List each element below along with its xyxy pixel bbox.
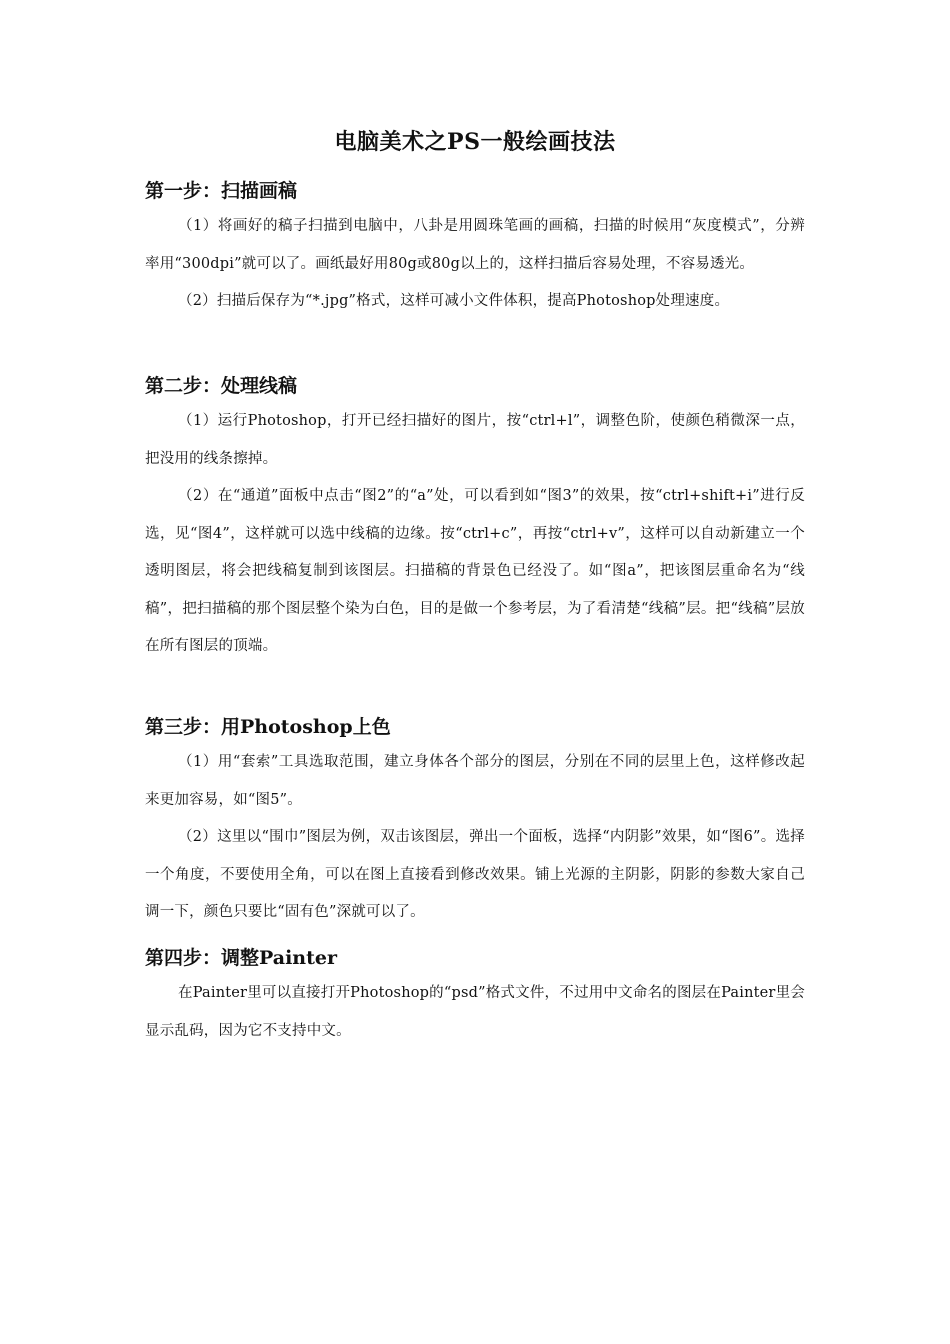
section-step-4 bbox=[145, 943, 805, 1050]
paragraph: （1）运行Photoshop，打开已经扫描好的图片，按“ctrl+l”，调整色阶，使颜色稍微深一点，把没用的线条擦掉。 bbox=[145, 413, 805, 467]
document-title: 电脑美术之PS一般绘画技法 bbox=[334, 129, 616, 155]
section-heading: 第二步：处理线稿 bbox=[145, 375, 298, 397]
paragraph: （1）用“套索”工具选取范围，建立身体各个部分的图层，分别在不同的层里上色，这样修改起来更加容易，如“图5”。 bbox=[145, 754, 805, 808]
paragraph: （2）这里以“围巾”图层为例，双击该图层，弹出一个面板，选择“内阴影”效果，如“图6”。选择一个角度，不要使用全角，可以在图上直接看到修改效果。铺上光源的主阴影，阴影的参数大家自己调一下，颜色只要比“固有色”深就可以了。 bbox=[145, 829, 805, 920]
section-heading: 第一步：扫描画稿 bbox=[145, 180, 298, 202]
section-step-1 bbox=[145, 176, 805, 321]
paragraph: 在Painter里可以直接打开Photoshop的“psd”格式文件，不过用中文命名的图层在Painter里会显示乱码，因为它不支持中文。 bbox=[145, 985, 805, 1039]
section-step-2 bbox=[145, 371, 805, 666]
paragraph: （1）将画好的稿子扫描到电脑中，八卦是用圆珠笔画的画稿，扫描的时候用“灰度模式”，分辨率用“300dpi”就可以了。画纸最好用80g或80g以上的，这样扫描后容易处理，不容易透光。 bbox=[145, 218, 805, 272]
section-heading: 第四步：调整Painter bbox=[145, 947, 337, 969]
section-step-3 bbox=[145, 712, 805, 932]
section-heading: 第三步：用Photoshop上色 bbox=[145, 716, 391, 738]
paragraph: （2）在“通道”面板中点击“图2”的“a”处，可以看到如“图3”的效果，按“ctrl+shift+i”进行反选，见“图4”，这样就可以选中线稿的边缘。按“ctrl+c”，再按“ctrl+v”，这样可以自动新建立一个透明图层，将会把线稿复制到该图层。扫描稿的背景色已经没了。如“图a”，把该图层重命名为“线稿”，把扫描稿的那个图层整个染为白色，目的是做一个参考层，为了看清楚“线稿”层。把“线稿”层放在所有图层的顶端。 bbox=[145, 488, 805, 654]
paragraph: （2）扫描后保存为“*.jpg”格式，这样可减小文件体积，提高Photoshop处理速度。 bbox=[178, 293, 730, 309]
